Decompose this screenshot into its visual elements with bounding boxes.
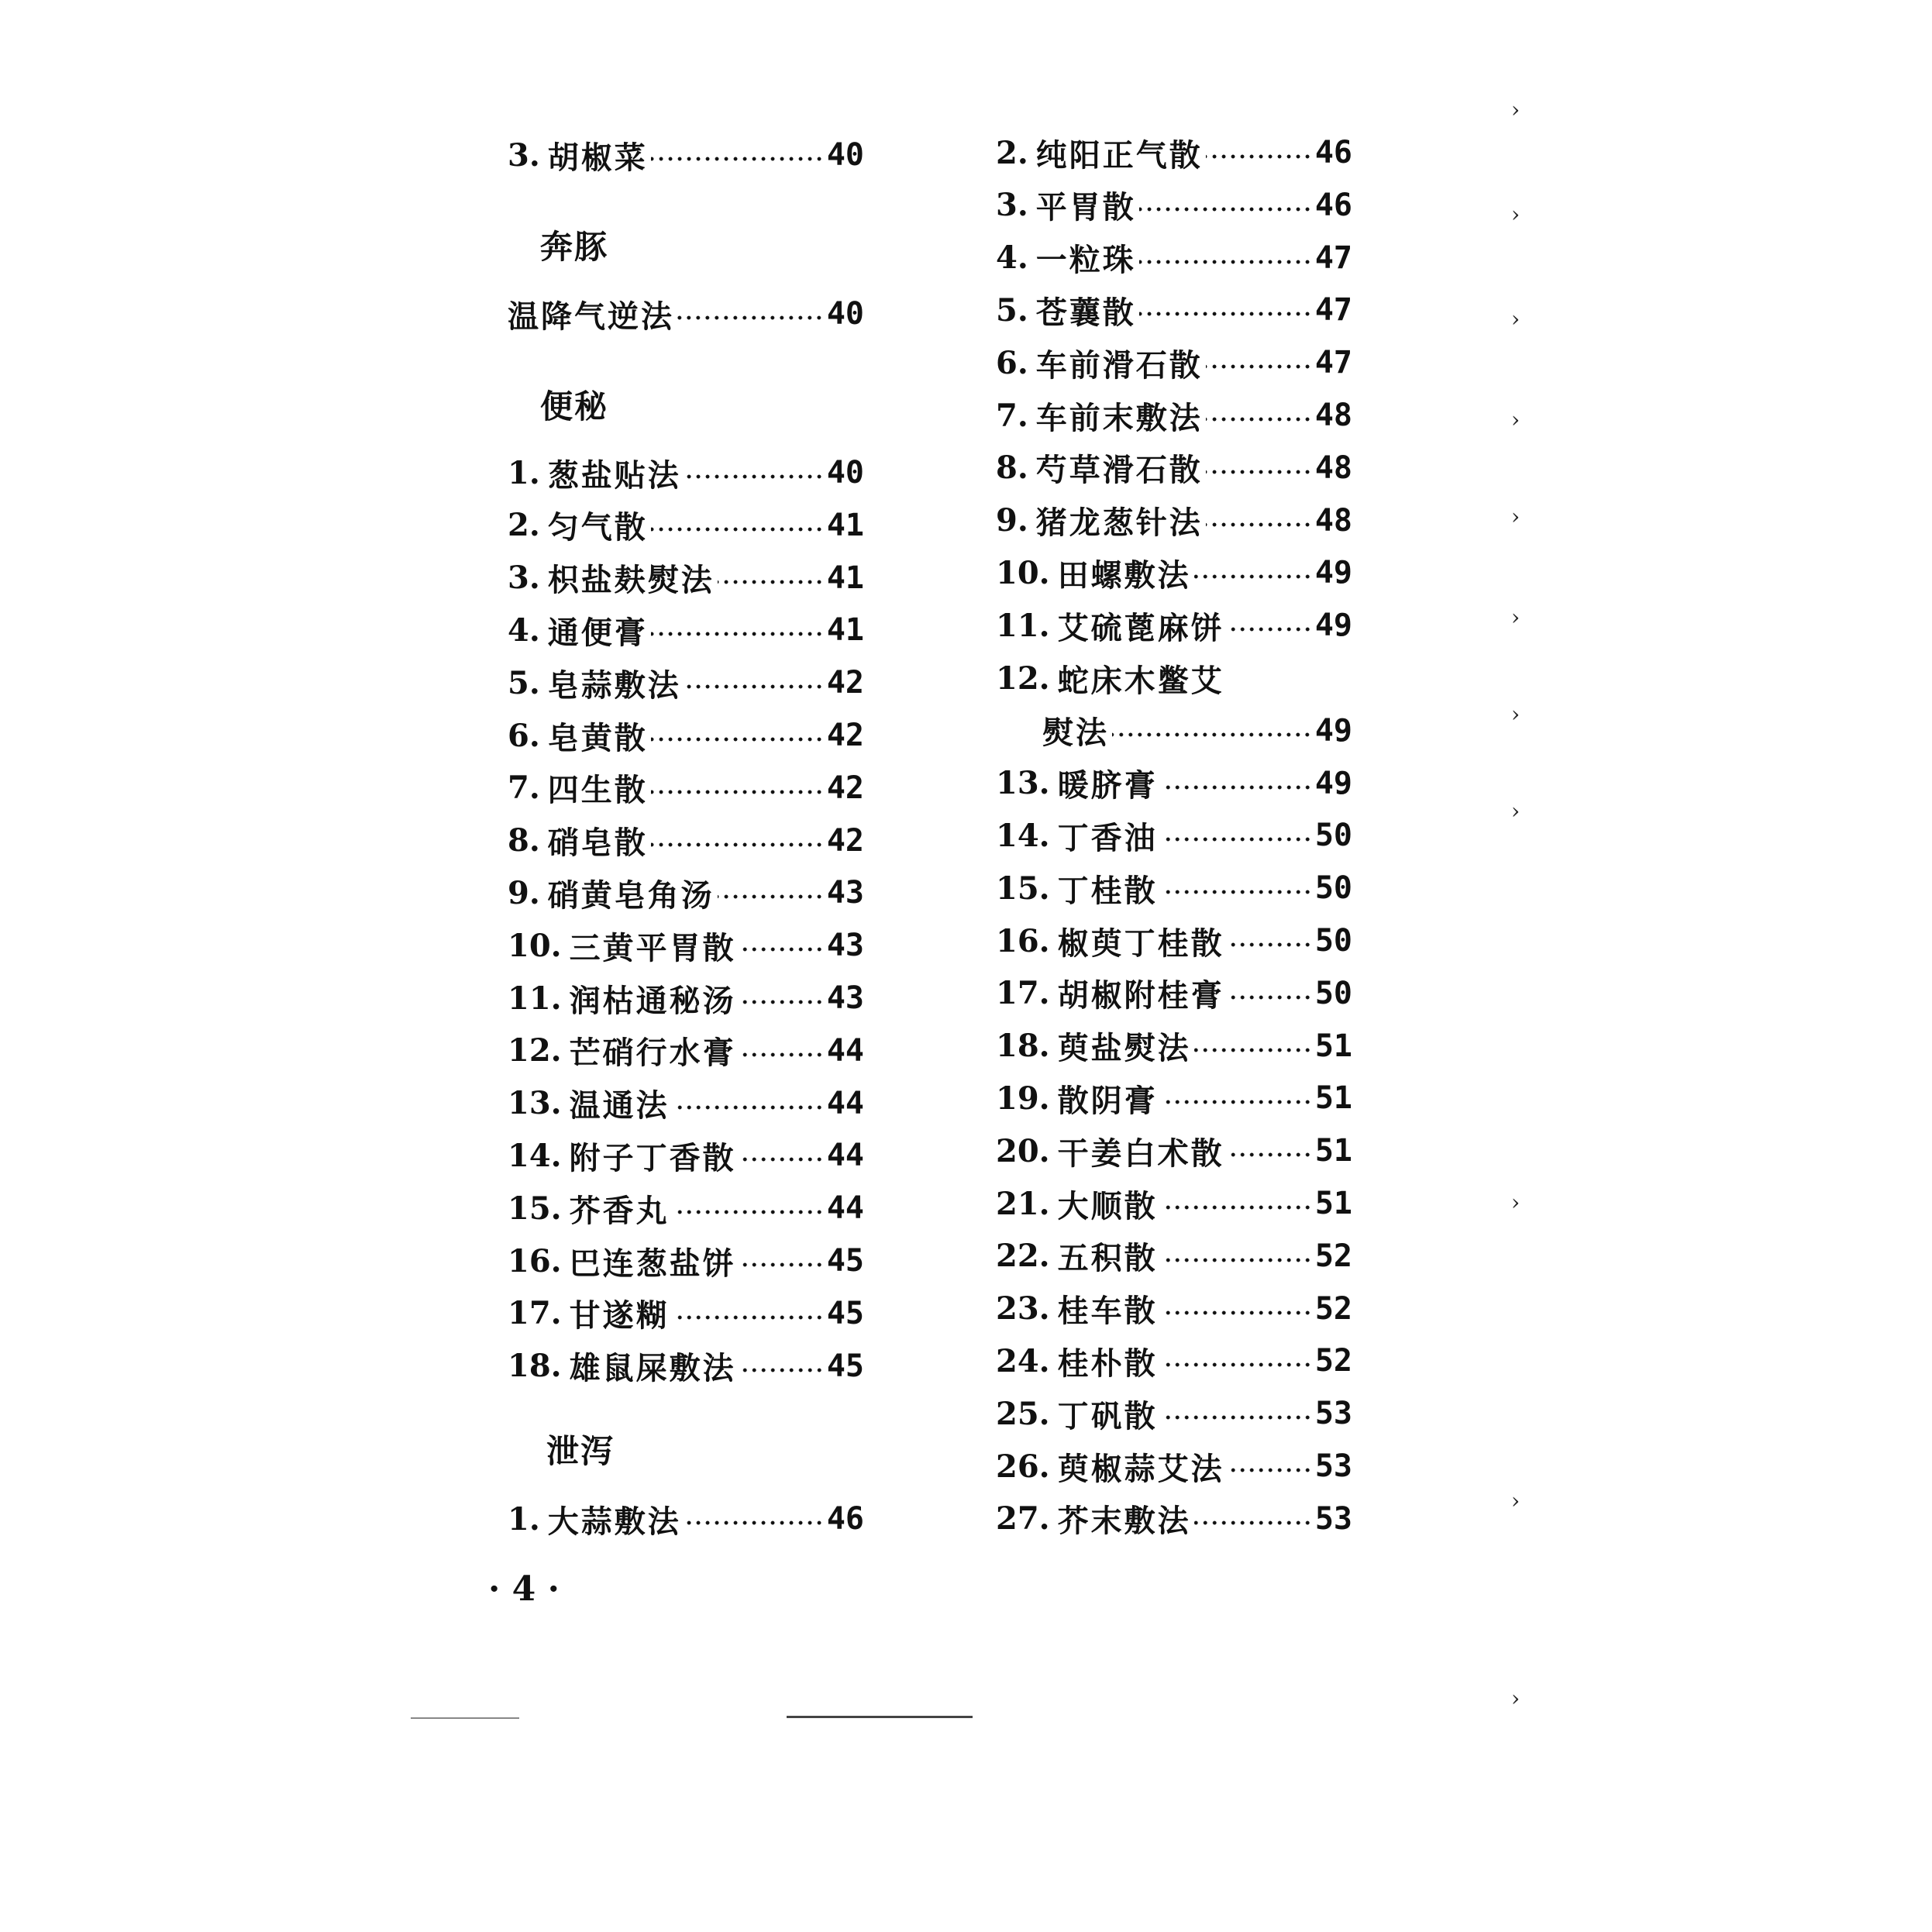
entry-number: 1. [508,454,540,491]
scan-mark: › [1511,604,1520,630]
entry-title: 葱盐贴法 [547,456,681,494]
scan-mark: › [1511,407,1520,432]
entry-page: 50 [1314,870,1352,907]
entry-number: 7. [508,770,540,807]
dot-leader [651,630,824,638]
dot-leader [1206,415,1312,423]
entry-number: 5. [508,664,540,701]
entry-title: 萸椒蒜艾法 [1057,1450,1224,1487]
entry-title: 桂车散 [1057,1293,1158,1330]
entry-page: 46 [826,1501,864,1537]
entry-page: 49 [1314,765,1352,801]
dot-leader [673,1208,824,1216]
dot-leader [1228,1466,1312,1474]
entry-title: 四生散 [547,772,648,809]
entry-number: 7. [996,397,1028,434]
entry-number: 9. [996,502,1028,539]
entry-number: 22. [996,1238,1050,1275]
toc-entry[interactable] [996,498,1352,544]
toc-entry[interactable] [508,1496,864,1542]
toc-entry[interactable] [508,1343,864,1390]
dot-leader [651,735,824,743]
toc-entry[interactable] [996,602,1352,649]
entry-page: 47 [1314,345,1352,381]
entry-title: 苍蘘散 [1035,294,1136,331]
toc-entry[interactable] [996,339,1352,386]
entry-number: 8. [996,449,1028,487]
entry-page: 53 [1314,1448,1352,1484]
toc-entry[interactable] [996,918,1352,964]
dot-leader [684,683,824,690]
toc-entry[interactable] [996,1338,1352,1384]
entry-number: 11. [508,980,562,1017]
entry-title: 附子丁香散 [569,1139,736,1176]
entry-page: 43 [826,928,864,964]
entry-number: 16. [996,922,1050,959]
entry-page: 45 [826,1243,864,1279]
entry-title: 温通法 [569,1087,670,1124]
entry-page: 45 [826,1295,864,1331]
entry-page: 42 [826,822,864,859]
entry-title: 田螺敷法 [1057,556,1191,594]
entry-page: 48 [1314,398,1352,433]
toc-entry[interactable] [996,1128,1352,1174]
entry-title: 平胃散 [1035,189,1136,226]
toc-entry[interactable] [996,655,1352,701]
entry-title: 胡椒菜 [547,139,648,176]
entry-title: 硝黄皂角汤 [547,876,715,914]
toc-entry[interactable] [508,922,864,969]
dot-leader [1139,310,1312,318]
dot-leader [1194,1519,1312,1527]
entry-page: 48 [1314,449,1352,486]
entry-title: 芥香丸 [569,1192,670,1229]
entry-page: 51 [1314,1028,1352,1064]
toc-entry[interactable] [508,291,864,337]
toc-entry[interactable] [996,445,1352,491]
dot-leader [1161,1309,1312,1317]
dot-leader [1161,1361,1312,1369]
entry-page: 41 [826,612,864,649]
entry-number: 1. [508,1500,540,1538]
entry-title: 车前滑石散 [1035,346,1203,384]
entry-title: 匀气散 [547,509,648,546]
entry-title: 大蒜敷法 [547,1503,681,1540]
entry-page: 46 [1314,135,1352,170]
entry-page: 47 [1314,239,1352,276]
toc-entry[interactable] [508,502,864,549]
entry-page: 48 [1314,502,1352,539]
entry-page: 40 [826,137,864,173]
entry-number: 24. [996,1342,1050,1379]
toc-entry[interactable] [508,1080,864,1127]
toc-entry[interactable] [996,1075,1352,1121]
entry-title: 椒萸丁桂散 [1057,925,1224,962]
entry-page: 52 [1314,1343,1352,1379]
entry-page: 41 [826,507,864,543]
entry-title: 丁矾散 [1057,1397,1158,1434]
entry-page: 49 [1314,608,1352,644]
dot-leader [1206,468,1312,476]
entry-number: 10. [508,927,562,964]
entry-title: 胡椒附桂膏 [1057,977,1224,1014]
toc-entry[interactable] [508,712,864,759]
entry-title: 芒硝行水膏 [569,1035,736,1072]
entry-page: 40 [826,455,864,491]
entry-number: 5. [996,291,1028,329]
entry-title: 温降气逆法 [508,298,674,335]
toc-entry[interactable] [996,865,1352,911]
entry-page: 41 [826,560,864,596]
scan-line [411,1717,519,1719]
dot-leader [739,1366,824,1374]
dot-leader [739,1261,824,1269]
toc-entry[interactable] [996,392,1352,439]
entry-number: 12. [508,1032,562,1069]
dot-leader [1161,1414,1312,1421]
entry-number: 6. [996,344,1028,381]
entry-title: 枳盐麸熨法 [547,562,715,599]
dot-leader [1161,835,1312,843]
dot-leader [1206,363,1312,370]
entry-title: 芥末敷法 [1057,1503,1191,1540]
entry-number: 23. [996,1290,1050,1328]
dot-leader [1161,783,1312,791]
entry-number: 25. [996,1395,1050,1432]
entry-number: 13. [508,1085,562,1122]
toc-entry[interactable] [996,812,1352,859]
entry-title: 萸盐熨法 [1057,1030,1191,1067]
entry-number: 10. [996,554,1050,591]
dot-leader [684,1519,824,1527]
toc-entry[interactable] [996,1180,1352,1227]
entry-title: 雄鼠屎敷法 [569,1350,736,1387]
toc-entry[interactable] [508,607,864,653]
toc-entry[interactable] [508,659,864,706]
entry-page: 42 [826,718,864,753]
entry-number: 26. [996,1448,1050,1485]
entry-page: 50 [1314,975,1352,1011]
dot-leader [1161,1204,1312,1211]
entry-number: 11. [996,607,1050,644]
entry-number: 3. [996,187,1028,224]
entry-page: 44 [826,1085,864,1121]
dot-leader [1194,573,1312,580]
entry-number: 12. [996,659,1050,697]
entry-page: 52 [1314,1238,1352,1274]
dot-leader [1206,153,1312,160]
toc-entry-continuation[interactable] [996,708,1352,754]
entry-page: 46 [1314,187,1352,223]
toc-entry[interactable] [996,129,1352,176]
entry-number: 4. [996,239,1028,277]
section-heading-bianmi: 便秘 [540,387,609,425]
scan-mark: › [1511,798,1520,824]
entry-title: 丁桂散 [1057,872,1158,909]
entry-title: 硝皂散 [547,825,648,862]
entry-page: 53 [1314,1500,1352,1537]
toc-entry[interactable] [508,765,864,811]
entry-title: 暖脐膏 [1057,767,1158,804]
entry-number: 15. [996,870,1050,907]
entry-page: 45 [826,1348,864,1384]
toc-entry[interactable] [996,760,1352,807]
entry-page: 42 [826,770,864,806]
section-heading-benpi: 奔豚 [540,228,609,266]
entry-number: 14. [996,817,1050,854]
toc-entry[interactable] [508,555,864,601]
entry-page: 43 [826,980,864,1016]
entry-title: 车前末敷法 [1035,399,1203,436]
toc-entry[interactable] [996,235,1352,281]
section-heading-xiexie: 泄泻 [546,1432,615,1470]
entry-page: 51 [1314,1186,1352,1221]
toc-entry[interactable] [508,1290,864,1337]
entry-number: 18. [508,1348,562,1385]
scan-mark: › [1511,97,1520,122]
dot-leader [1194,1046,1312,1054]
entry-title: 芍草滑石散 [1035,452,1203,489]
toc-entry[interactable] [508,1132,864,1179]
dot-leader [1228,1151,1312,1159]
toc-entry[interactable] [508,449,864,496]
dot-leader [651,841,824,849]
dot-leader [718,578,824,586]
dot-leader [1228,941,1312,949]
entry-number: 14. [508,1137,562,1174]
toc-entry[interactable] [996,1443,1352,1489]
toc-entry[interactable] [996,1496,1352,1542]
toc-entry[interactable] [996,1390,1352,1437]
entry-title: 大顺散 [1057,1187,1158,1224]
entry-number: 15. [508,1190,562,1227]
dot-leader [651,788,824,796]
entry-number: 27. [996,1500,1050,1538]
dot-leader [739,1051,824,1059]
entry-title: 巴连葱盐饼 [569,1245,736,1282]
entry-number: 18. [996,1028,1050,1065]
toc-entry[interactable] [996,1286,1352,1332]
toc-entry[interactable] [996,970,1352,1017]
entry-number: 17. [508,1295,562,1332]
entry-number: 4. [508,611,540,649]
entry-title: 通便膏 [547,614,648,651]
scan-mark: › [1511,1190,1520,1215]
entry-number: 2. [508,507,540,544]
dot-leader [673,1314,824,1321]
dot-leader [739,1155,824,1163]
dot-leader [1139,205,1312,213]
entry-page: 44 [826,1190,864,1227]
entry-number: 20. [996,1132,1050,1169]
entry-page: 53 [1314,1396,1352,1432]
toc-entry[interactable] [996,549,1352,596]
entry-title: 干姜白术散 [1057,1135,1224,1172]
entry-number: 3. [508,136,540,174]
entry-page: 52 [1314,1290,1352,1327]
entry-page: 51 [1314,1133,1352,1169]
scan-line [787,1716,973,1718]
dot-leader [1206,521,1312,529]
entry-number: 6. [508,717,540,754]
dot-leader [651,155,824,163]
entry-number: 8. [508,822,540,859]
dot-leader [1228,994,1312,1001]
entry-page: 49 [1314,555,1352,591]
toc-entry[interactable] [508,975,864,1021]
entry-number: 21. [996,1185,1050,1222]
scan-mark: › [1511,306,1520,332]
toc-entry[interactable] [996,182,1352,229]
entry-title-continued: 熨法 [1042,715,1109,752]
entry-title: 润枯通秘汤 [569,982,736,1019]
entry-page: 50 [1314,818,1352,854]
entry-title: 桂朴散 [1057,1345,1158,1382]
entry-page: 44 [826,1138,864,1174]
entry-page: 50 [1314,923,1352,959]
entry-number: 13. [996,765,1050,802]
entry-number: 19. [996,1080,1050,1117]
entry-title: 甘遂糊 [569,1297,670,1334]
dot-leader [1139,258,1312,266]
dot-leader [1228,625,1312,633]
entry-page: 42 [826,665,864,701]
toc-entry[interactable] [508,870,864,916]
toc-entry[interactable] [508,1185,864,1231]
entry-page: 47 [1314,292,1352,329]
entry-number: 3. [508,560,540,597]
entry-page: 49 [1314,712,1352,749]
toc-entry[interactable] [508,132,864,178]
scan-mark: › [1511,201,1520,227]
scan-mark: › [1511,1488,1520,1514]
entry-number: 16. [508,1242,562,1279]
dot-leader [673,1104,824,1111]
toc-entry[interactable] [996,287,1352,333]
entry-title: 三黄平胃散 [569,929,736,966]
page-number: · 4 · [488,1569,560,1609]
entry-title: 皂黄散 [547,719,648,756]
toc-entry[interactable] [508,1238,864,1284]
entry-title: 散阴膏 [1057,1082,1158,1119]
entry-number: 2. [996,134,1028,171]
toc-entry[interactable] [508,818,864,864]
entry-number: 17. [996,975,1050,1012]
entry-title: 蛇床木鳖艾 [1057,662,1224,699]
toc-entry[interactable] [508,1028,864,1074]
dot-leader [651,525,824,533]
entry-title: 一粒珠 [1035,242,1136,279]
toc-entry[interactable] [996,1233,1352,1279]
scan-mark: › [1511,504,1520,529]
entry-title: 皂蒜敷法 [547,666,681,704]
scan-mark: › [1511,1686,1520,1711]
dot-leader [684,473,824,480]
dot-leader [718,893,824,901]
entry-title: 猪龙葱针法 [1035,505,1203,542]
entry-number: 9. [508,874,540,911]
dot-leader [1161,888,1312,896]
entry-title: 五积散 [1057,1240,1158,1277]
entry-title: 艾硫蓖麻饼 [1057,609,1224,646]
dot-leader [1161,1256,1312,1264]
dot-leader [677,314,824,322]
entry-page: 44 [826,1032,864,1069]
dot-leader [739,945,824,953]
dot-leader [1161,1098,1312,1106]
toc-entry[interactable] [996,1023,1352,1069]
entry-title: 纯阳正气散 [1035,136,1203,174]
entry-title: 丁香油 [1057,819,1158,856]
dot-leader [739,998,824,1006]
entry-page: 40 [826,296,864,332]
entry-page: 51 [1314,1080,1352,1117]
dot-leader [1112,731,1312,739]
scan-mark: › [1511,701,1520,727]
entry-page: 43 [826,875,864,911]
